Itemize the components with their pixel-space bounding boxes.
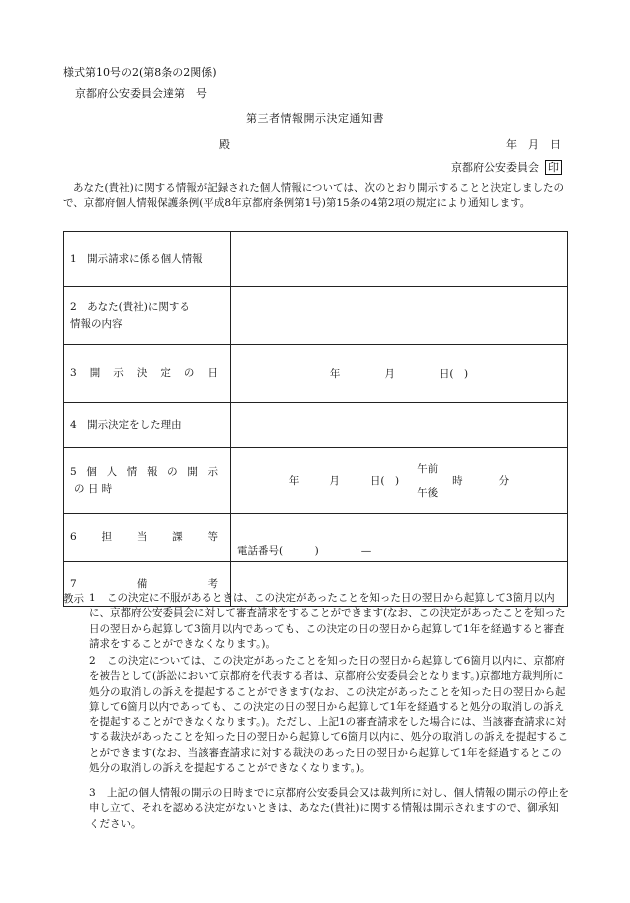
notice-number: 京都府公安委員会達第 号 xyxy=(75,87,207,100)
row5-label-char: 開 xyxy=(187,465,198,478)
row2-label-line1: 2 あなた(貴社)に関する xyxy=(70,300,190,313)
row3-label-char: 日 xyxy=(207,367,218,379)
row6-label-char: 6 xyxy=(70,531,77,543)
row2-value xyxy=(231,287,568,345)
instruction-number: 3 xyxy=(89,787,96,799)
row7-label-char: 考 xyxy=(207,577,218,590)
issue-date: 年 月 日 xyxy=(506,138,561,151)
row3-label xyxy=(64,345,231,403)
row5-label xyxy=(64,448,231,514)
disclosure-hour: 時 xyxy=(452,475,463,487)
row7-label-char: 7 xyxy=(70,577,77,590)
table-row xyxy=(64,448,568,514)
row3-value xyxy=(231,345,568,403)
pm-label: 午後 xyxy=(417,486,439,499)
row6-label-char: 課 xyxy=(172,531,183,543)
table-row xyxy=(64,514,568,562)
table-row xyxy=(64,287,568,345)
disclosure-month: 月 xyxy=(329,475,340,487)
phone-number: 電話番号( ) — xyxy=(237,545,372,557)
disclosure-table xyxy=(63,231,568,607)
instruction-text: 上記の個人情報の開示の日時までに京都府公安委員会又は裁判所に対し、個人情報の開示の停止を申し立て、それを認める決定がないときは、あなた(貴社)に関する情報は開示されますので、御承知ください。 xyxy=(89,787,569,830)
row1-value xyxy=(231,232,568,287)
row6-value xyxy=(231,514,568,562)
disclosure-minute: 分 xyxy=(498,475,510,487)
table-row xyxy=(64,345,568,403)
instruction-number: 2 xyxy=(89,655,96,667)
form-number: 様式第10号の2(第8条の2関係) xyxy=(63,66,217,79)
row3-label-char: 開 xyxy=(89,367,101,379)
row5-label-char: の xyxy=(167,465,178,478)
row5-label-char: 人 xyxy=(106,465,118,478)
row6-label xyxy=(64,514,231,562)
decision-month: 月 xyxy=(384,368,395,380)
instructions-heading: 教示 xyxy=(63,593,84,605)
row6-label-char: 担 xyxy=(101,531,113,543)
am-pm-choice xyxy=(417,457,438,505)
instruction-text: この決定に不服があるときは、この決定があったことを知った日の翌日から起算して3箇月以内に、京都府公安委員会に対して審査請求をすることができます(なお、この決定があったことを知った日の翌日から起算して3箇月以内であっても、この決定の日の翌日から起算して1年を経過すると審査請求をすることができなくなります。)。 xyxy=(89,592,566,650)
row5-label-char: 示 xyxy=(207,465,218,478)
seal-mark: 印 xyxy=(545,160,562,175)
disclosure-year: 年 xyxy=(288,475,300,487)
row3-label-char: の xyxy=(183,367,195,379)
row5-label-line2: の 日 時 xyxy=(74,482,113,495)
row5-label-char: 5 xyxy=(70,465,77,478)
instruction-number: 1 xyxy=(89,592,96,604)
row5-label-char: 報 xyxy=(146,465,158,478)
decision-year: 年 xyxy=(329,368,341,380)
row7-label-char: 備 xyxy=(136,577,148,590)
row3-label-char: 定 xyxy=(160,367,171,379)
row2-label xyxy=(64,287,231,345)
table-row xyxy=(64,232,568,287)
row5-label-char: 情 xyxy=(126,465,138,478)
table-row xyxy=(64,403,568,448)
row6-label-char: 等 xyxy=(207,531,218,543)
row5-value xyxy=(231,448,568,514)
am-label: 午前 xyxy=(417,462,439,475)
row6-label-char: 当 xyxy=(136,531,148,543)
disclosure-day: 日( ) xyxy=(369,475,400,487)
instruction-text: この決定については、この決定があったことを知った日の翌日から起算して6箇月以内に、京都府を被告として(訴訟において京都府を代表する者は、京都府公安委員会となります。)京都地方裁判所に処分の取消しの訴えを提起することができます(なお、この決定があったことを知った日の翌日から起算して6箇月以内であっても、この決定の日の翌日から起算して1年を経過すると処分の取消しの訴えを提起することができなくなります。)。ただし、上記1の審査請求をした場合には、当該審査請求に対する裁決があったことを知った日の翌日から起算して6箇月以内に、処分の取消しの訴えを提起することができます(なお、当該審査請求に対する裁決のあった日の翌日から起算して1年を経過するとこの処分の取消しの訴えを提起することができなくなります。)。 xyxy=(89,655,569,775)
instruction-item-3 xyxy=(89,786,569,832)
issuer-name: 京都府公安委員会 xyxy=(451,161,539,174)
row4-label: 4 開示決定をした理由 xyxy=(64,403,231,448)
instruction-item-1 xyxy=(89,591,569,652)
row3-label-char: 決 xyxy=(136,367,148,379)
addressee-suffix: 殿 xyxy=(219,138,230,151)
row5-label-char: 個 xyxy=(86,465,97,478)
decision-day: 日( ) xyxy=(438,368,469,380)
issuer xyxy=(451,159,562,175)
row4-value xyxy=(231,403,568,448)
row1-label: 1 開示請求に係る個人情報 xyxy=(64,232,231,287)
intro-paragraph: あなた(貴社)に関する情報が記録された個人情報については、次のとおり開示することと決定しましたので、京都府個人情報保護条例(平成8年京都府条例第1号)第15条の4第2項の規定により通知します。 xyxy=(63,182,564,209)
instruction-item-2 xyxy=(89,654,569,776)
document-title: 第三者情報開示決定通知書 xyxy=(246,112,384,125)
row2-label-line2: 情報の内容 xyxy=(70,317,123,330)
row3-label-char: 示 xyxy=(113,367,124,379)
row3-label-char: 3 xyxy=(70,367,77,379)
